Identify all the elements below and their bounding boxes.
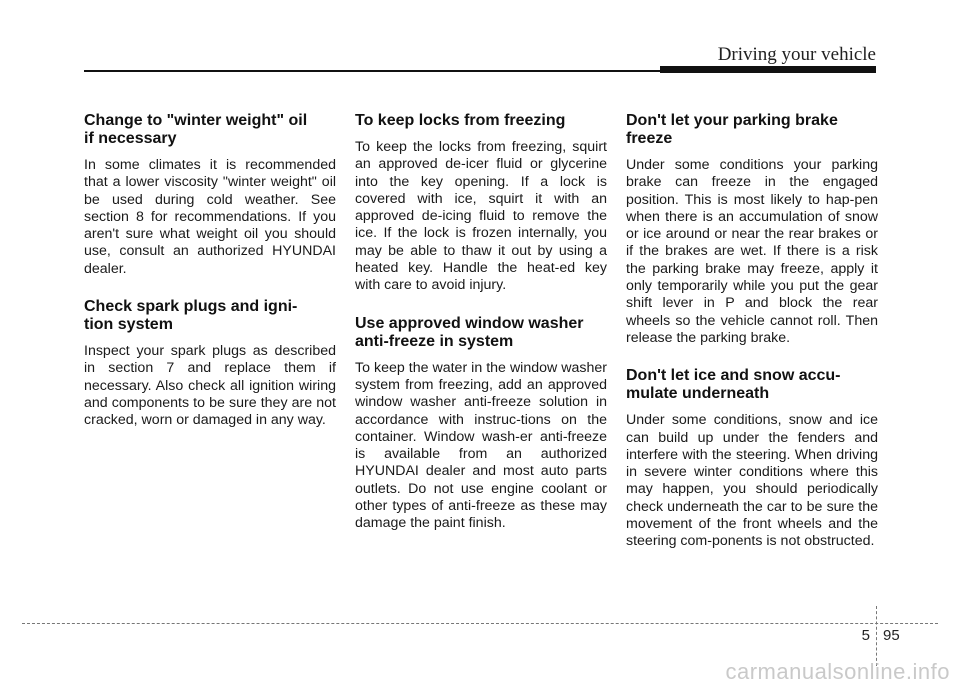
section-washer-antifreeze xyxy=(355,315,607,533)
header-rule-thin xyxy=(84,70,664,72)
section-heading: To keep locks from freezing xyxy=(355,112,566,129)
page-number: 95 xyxy=(883,627,900,644)
section-parking-brake xyxy=(626,112,878,347)
section-heading: Check spark plugs and igni- tion system xyxy=(84,298,298,334)
section-body: To keep the water in the window washer system from freezing, add an approved window washer anti-freeze solution in accordance with instruc-tions on the container. Window wash-er anti-freeze is available from an authorized HYUNDAI dealer and most auto parts outlets. Do not use engine coolant or other types of anti-freeze as these may damage the paint finish. xyxy=(355,359,607,532)
section-heading: Use approved window washer anti-freeze in system xyxy=(355,314,584,350)
column-2 xyxy=(355,112,607,553)
footer-dashed-divider xyxy=(876,606,877,666)
section-body: To keep the locks from freezing, squirt an approved de-icer fluid or glycerine into the key opening. If a lock is covered with ice, squirt it with an approved de-icing fluid to remove the ice. If the lock is frozen internally, you may be able to thaw it out by using a heated key. Handle the heat-ed key with care to avoid injury. xyxy=(355,139,607,294)
section-locks-freezing xyxy=(355,112,607,295)
section-spark-plugs xyxy=(84,298,336,429)
section-body: Under some conditions your parking brake can freeze in the engaged position. This is most likely to hap-pen when there is an accumulation of snow or ice around or near the rear brakes or if the brakes are wet. If there is a risk the parking brake may freeze, apply it only temporarily while you put the gear shift lever in P and block the rear wheels so the vehicle cannot roll. Then release the parking brake. xyxy=(626,157,878,346)
section-winter-oil xyxy=(84,112,336,278)
watermark: carmanualsonline.info xyxy=(725,659,950,684)
section-heading: Don't let your parking brake freeze xyxy=(626,112,838,147)
header-rule-thick xyxy=(660,66,876,73)
column-1 xyxy=(84,112,336,450)
header-title: Driving your vehicle xyxy=(717,44,876,65)
section-heading: Don't let ice and snow accu- mulate underneath xyxy=(626,367,841,403)
section-body: Under some conditions, snow and ice can build up under the fenders and interfere with the steering. When driving in severe winter conditions where this may happen, you should periodically check underneath the car to be sure the movement of the front wheels and the steering com-ponents is not obstructed. xyxy=(626,412,878,550)
footer-dashed-rule xyxy=(22,623,938,624)
chapter-number: 5 xyxy=(861,627,870,644)
section-heading: Change to "winter weight" oil if necessary xyxy=(84,112,308,147)
column-3 xyxy=(626,112,878,571)
section-body: In some climates it is recommended that a lower viscosity "winter weight" oil be used during cold weather. See section 8 for recommendations. If you aren't sure what weight oil you should use, consult an authorized HYUNDAI dealer. xyxy=(84,157,336,277)
section-body: Inspect your spark plugs as described in section 7 and replace them if necessary. Also check all ignition wiring and components to be sure they are not cracked, worn or damaged in any way. xyxy=(84,343,336,429)
section-ice-snow xyxy=(626,367,878,550)
